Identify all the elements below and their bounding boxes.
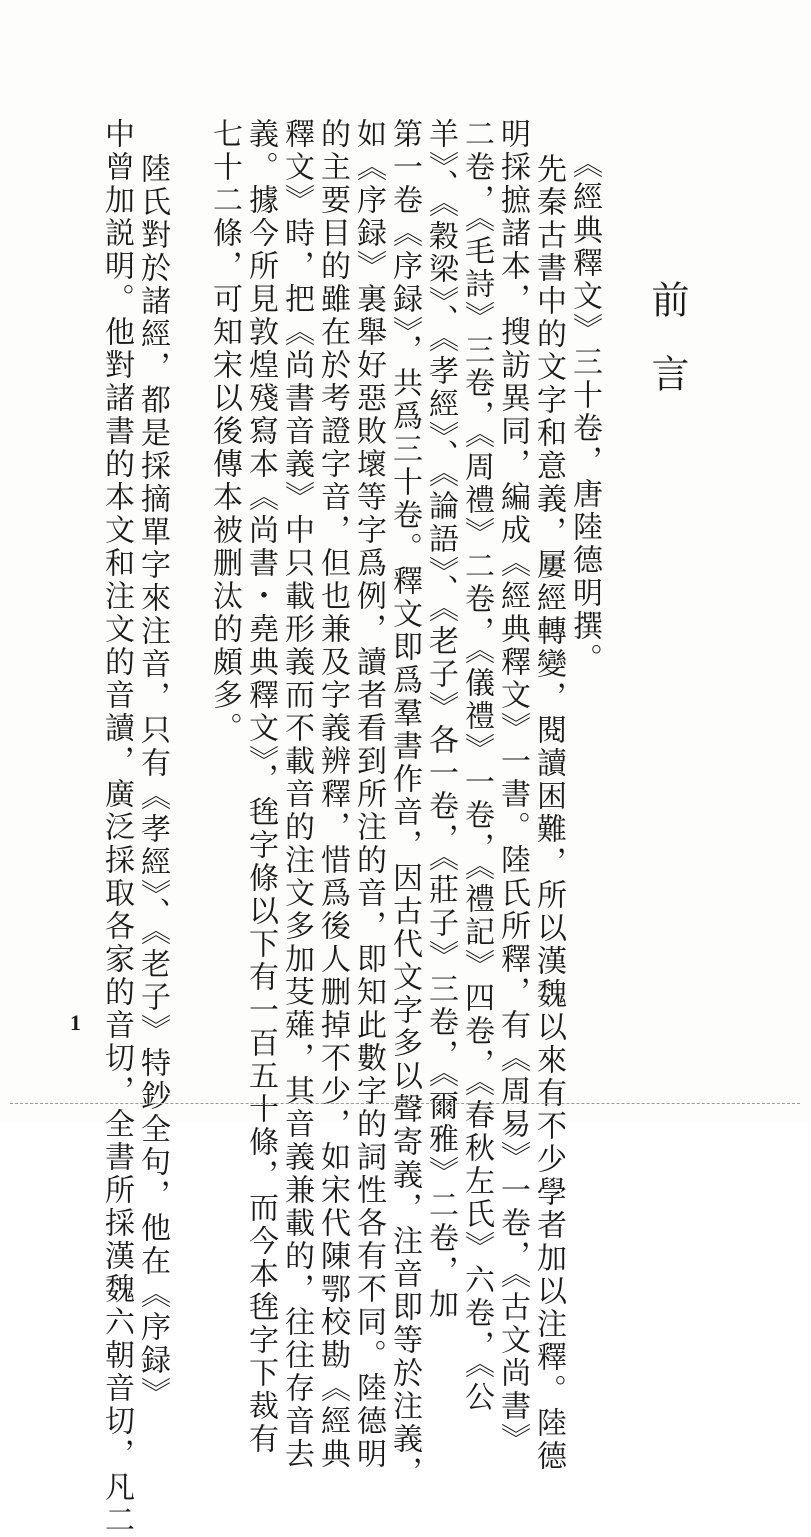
text-column-11: 七十二條，可知宋以後傳本被删汰的頗多。: [207, 118, 242, 745]
text-column-13: 中曾加説明。他對諸書的本文和注文的音讀，廣泛採取各家的音切，全書所採漢魏六朝音切，凡二: [99, 118, 134, 1537]
text-column-3: 明採摭諸本，搜訪異同，編成《經典釋文》一書。陸氏所釋，有《周易》一卷，《古文尚書》: [495, 118, 530, 1456]
text-column-4: 二卷，《毛詩》三卷，《周禮》二卷，《儀禮》一卷，《禮記》四卷，《春秋左氏》六卷，《公: [459, 118, 494, 1414]
text-column-8: 的主要目的雖在於考證字音，但也兼及字義辨釋，惜爲後人删掉不少，如宋代陳鄂校勘《經典: [315, 118, 350, 1471]
text-column-12: 陸氏對於諸經，都是採摘單字來注音，只有《孝經》、《老子》特鈔全句，他在《序録》: [135, 153, 170, 1410]
scan-footer-rule: [10, 1103, 800, 1104]
text-column-10: 義。據今所見敦煌殘寫本《尚書・堯典釋文》，毪字條以下有一百五十條，而今本毪字下裁有: [243, 118, 278, 1456]
text-column-7: 如《序録》裏舉好惡敗壞等字爲例，讀者看到所注的音，即知此數字的詞性各有不同。陸德明: [351, 118, 386, 1471]
text-column-2: 先秦古書中的文字和意義，屢經轉變，閱讀困難，所以漢魏以來有不少學者加以注釋。陸德: [531, 153, 566, 1473]
text-column-5: 羊》、《穀梁》、《孝經》、《論語》、《老子》各一卷，《莊子》三卷，《爾雅》二卷，加: [423, 118, 458, 1321]
text-column-1: 《經典釋文》三十卷，唐陸德明撰。: [567, 148, 602, 676]
text-column-6: 第一卷《序録》，共爲三十卷。釋文即爲羣書作音，因古代文字多以聲寄義，注音即等於注義，: [387, 118, 422, 1489]
page-number: 1: [70, 1010, 81, 1035]
text-column-9: 釋文》時，把《尚書音義》中只載形義而不載音的注文多加芟薙，其音義兼載的，往往存音去: [279, 118, 314, 1471]
page-title: 前言: [645, 280, 689, 428]
